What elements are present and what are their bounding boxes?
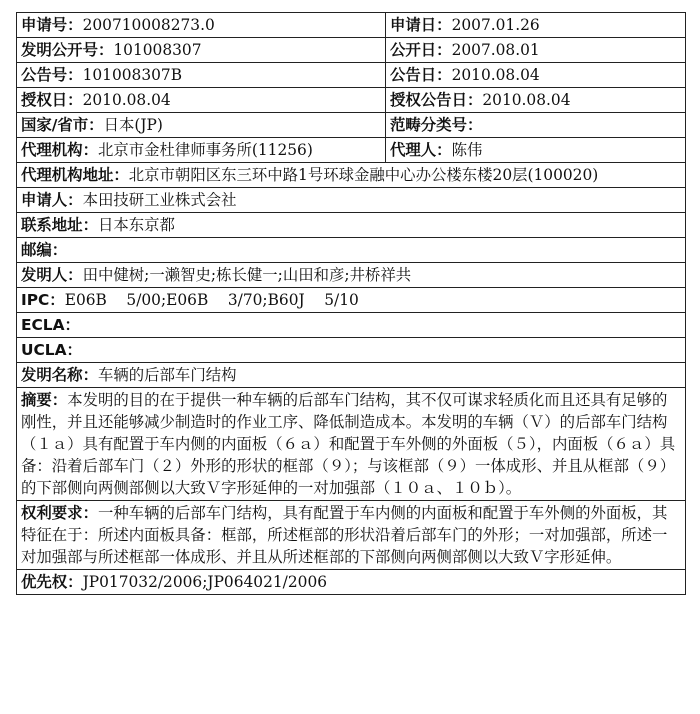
application-date-cell [386, 13, 686, 38]
ipc-value: E06B 5/00;E06B 3/70;B60J 5/10 [64, 291, 359, 309]
application-date-value: 2007.01.26 [451, 16, 540, 34]
claims-cell [17, 501, 686, 570]
abstract-text: 本发明的目的在于提供一种车辆的后部车门结构，其不仅可谋求轻质化而且还具有足够的刚性，并且还能够减少制造时的作业工序、降低制造成本。本发明的车辆（Ｖ）的后部车门结构（１ａ）具有配置于车内侧的内面板（６ａ）和配置于车外侧的外面板（５），内面板（６ａ）具备：沿着后部车门（２）外形的形状的框部（９）；与该框部（９）一体成形、并且从框部（９）的下部侧向两侧部侧以大致Ｖ字形延伸的一对加强部（１０ａ、１０ｂ）。 [21, 391, 676, 497]
contact-address-label: 联系地址： [21, 216, 98, 234]
agency-address-label: 代理机构地址： [21, 166, 129, 184]
grant-announcement-date-value: 2010.08.04 [482, 91, 571, 109]
application-number-value: 200710008273.0 [82, 16, 215, 34]
announcement-date-cell [386, 63, 686, 88]
applicant-cell [17, 188, 686, 213]
agency-cell [17, 138, 386, 163]
agent-value: 陈伟 [451, 141, 483, 159]
grant-date-value: 2010.08.04 [82, 91, 171, 109]
inventors-label: 发明人： [21, 266, 83, 284]
contact-address-value: 日本东京都 [97, 216, 175, 234]
ecla-label: ECLA： [21, 316, 80, 334]
grant-announcement-date-label: 授权公告日： [390, 91, 483, 109]
publication-date-value: 2007.08.01 [451, 41, 540, 59]
classification-cell [386, 113, 686, 138]
inventors-value: 田中健树;一濑智史;栋长健一;山田和彦;井桥祥共 [82, 266, 412, 284]
country-value: 日本(JP) [103, 116, 163, 134]
agent-label: 代理人： [390, 141, 452, 159]
publication-number-label: 发明公开号： [21, 41, 114, 59]
agency-value: 北京市金杜律师事务所(11256) [97, 141, 313, 159]
publication-date-cell [386, 38, 686, 63]
country-cell [17, 113, 386, 138]
postal-code-cell [17, 238, 686, 263]
priority-label: 优先权： [21, 573, 83, 591]
ucla-label: UCLA： [21, 341, 82, 359]
ipc-label: IPC： [21, 291, 65, 309]
announcement-number-value: 101008307B [82, 66, 183, 84]
grant-announcement-date-cell [386, 88, 686, 113]
application-date-label: 申请日： [390, 16, 452, 34]
country-label: 国家/省市： [21, 116, 104, 134]
classification-label: 范畴分类号： [390, 116, 483, 134]
ipc-cell [17, 288, 686, 313]
invention-title-cell [17, 363, 686, 388]
grant-date-label: 授权日： [21, 91, 83, 109]
priority-cell [17, 570, 686, 595]
ucla-cell [17, 338, 686, 363]
agency-address-cell [17, 163, 686, 188]
agency-address-value: 北京市朝阳区东三环中路1号环球金融中心办公楼东楼20层(100020) [128, 166, 599, 184]
invention-title-label: 发明名称： [21, 366, 98, 384]
announcement-number-cell [17, 63, 386, 88]
announcement-date-label: 公告日： [390, 66, 452, 84]
invention-title-value: 车辆的后部车门结构 [97, 366, 237, 384]
abstract-cell [17, 388, 686, 501]
patent-record-table [16, 12, 686, 595]
priority-value: JP017032/2006;JP064021/2006 [82, 573, 328, 591]
application-number-label: 申请号： [21, 16, 83, 34]
agency-label: 代理机构： [21, 141, 98, 159]
inventors-cell [17, 263, 686, 288]
publication-date-label: 公开日： [390, 41, 452, 59]
publication-number-value: 101008307 [113, 41, 202, 59]
ecla-cell [17, 313, 686, 338]
postal-code-label: 邮编： [21, 241, 68, 259]
applicant-label: 申请人： [21, 191, 83, 209]
claims-text: 一种车辆的后部车门结构，具有配置于车内侧的内面板和配置于车外侧的外面板，其特征在于：所述内面板具备：框部，所述框部的形状沿着后部车门的外形；一对加强部，所述一对加强部与所述框部一体成形、并且从所述框部的下部侧向两侧部侧以大致Ｖ字形延伸。 [21, 504, 668, 566]
publication-number-cell [17, 38, 386, 63]
abstract-label: 摘要： [21, 391, 68, 409]
claims-label: 权利要求： [21, 504, 98, 522]
contact-address-cell [17, 213, 686, 238]
announcement-date-value: 2010.08.04 [451, 66, 540, 84]
application-number-cell [17, 13, 386, 38]
grant-date-cell [17, 88, 386, 113]
agent-cell [386, 138, 686, 163]
applicant-value: 本田技研工业株式会社 [82, 191, 237, 209]
announcement-number-label: 公告号： [21, 66, 83, 84]
